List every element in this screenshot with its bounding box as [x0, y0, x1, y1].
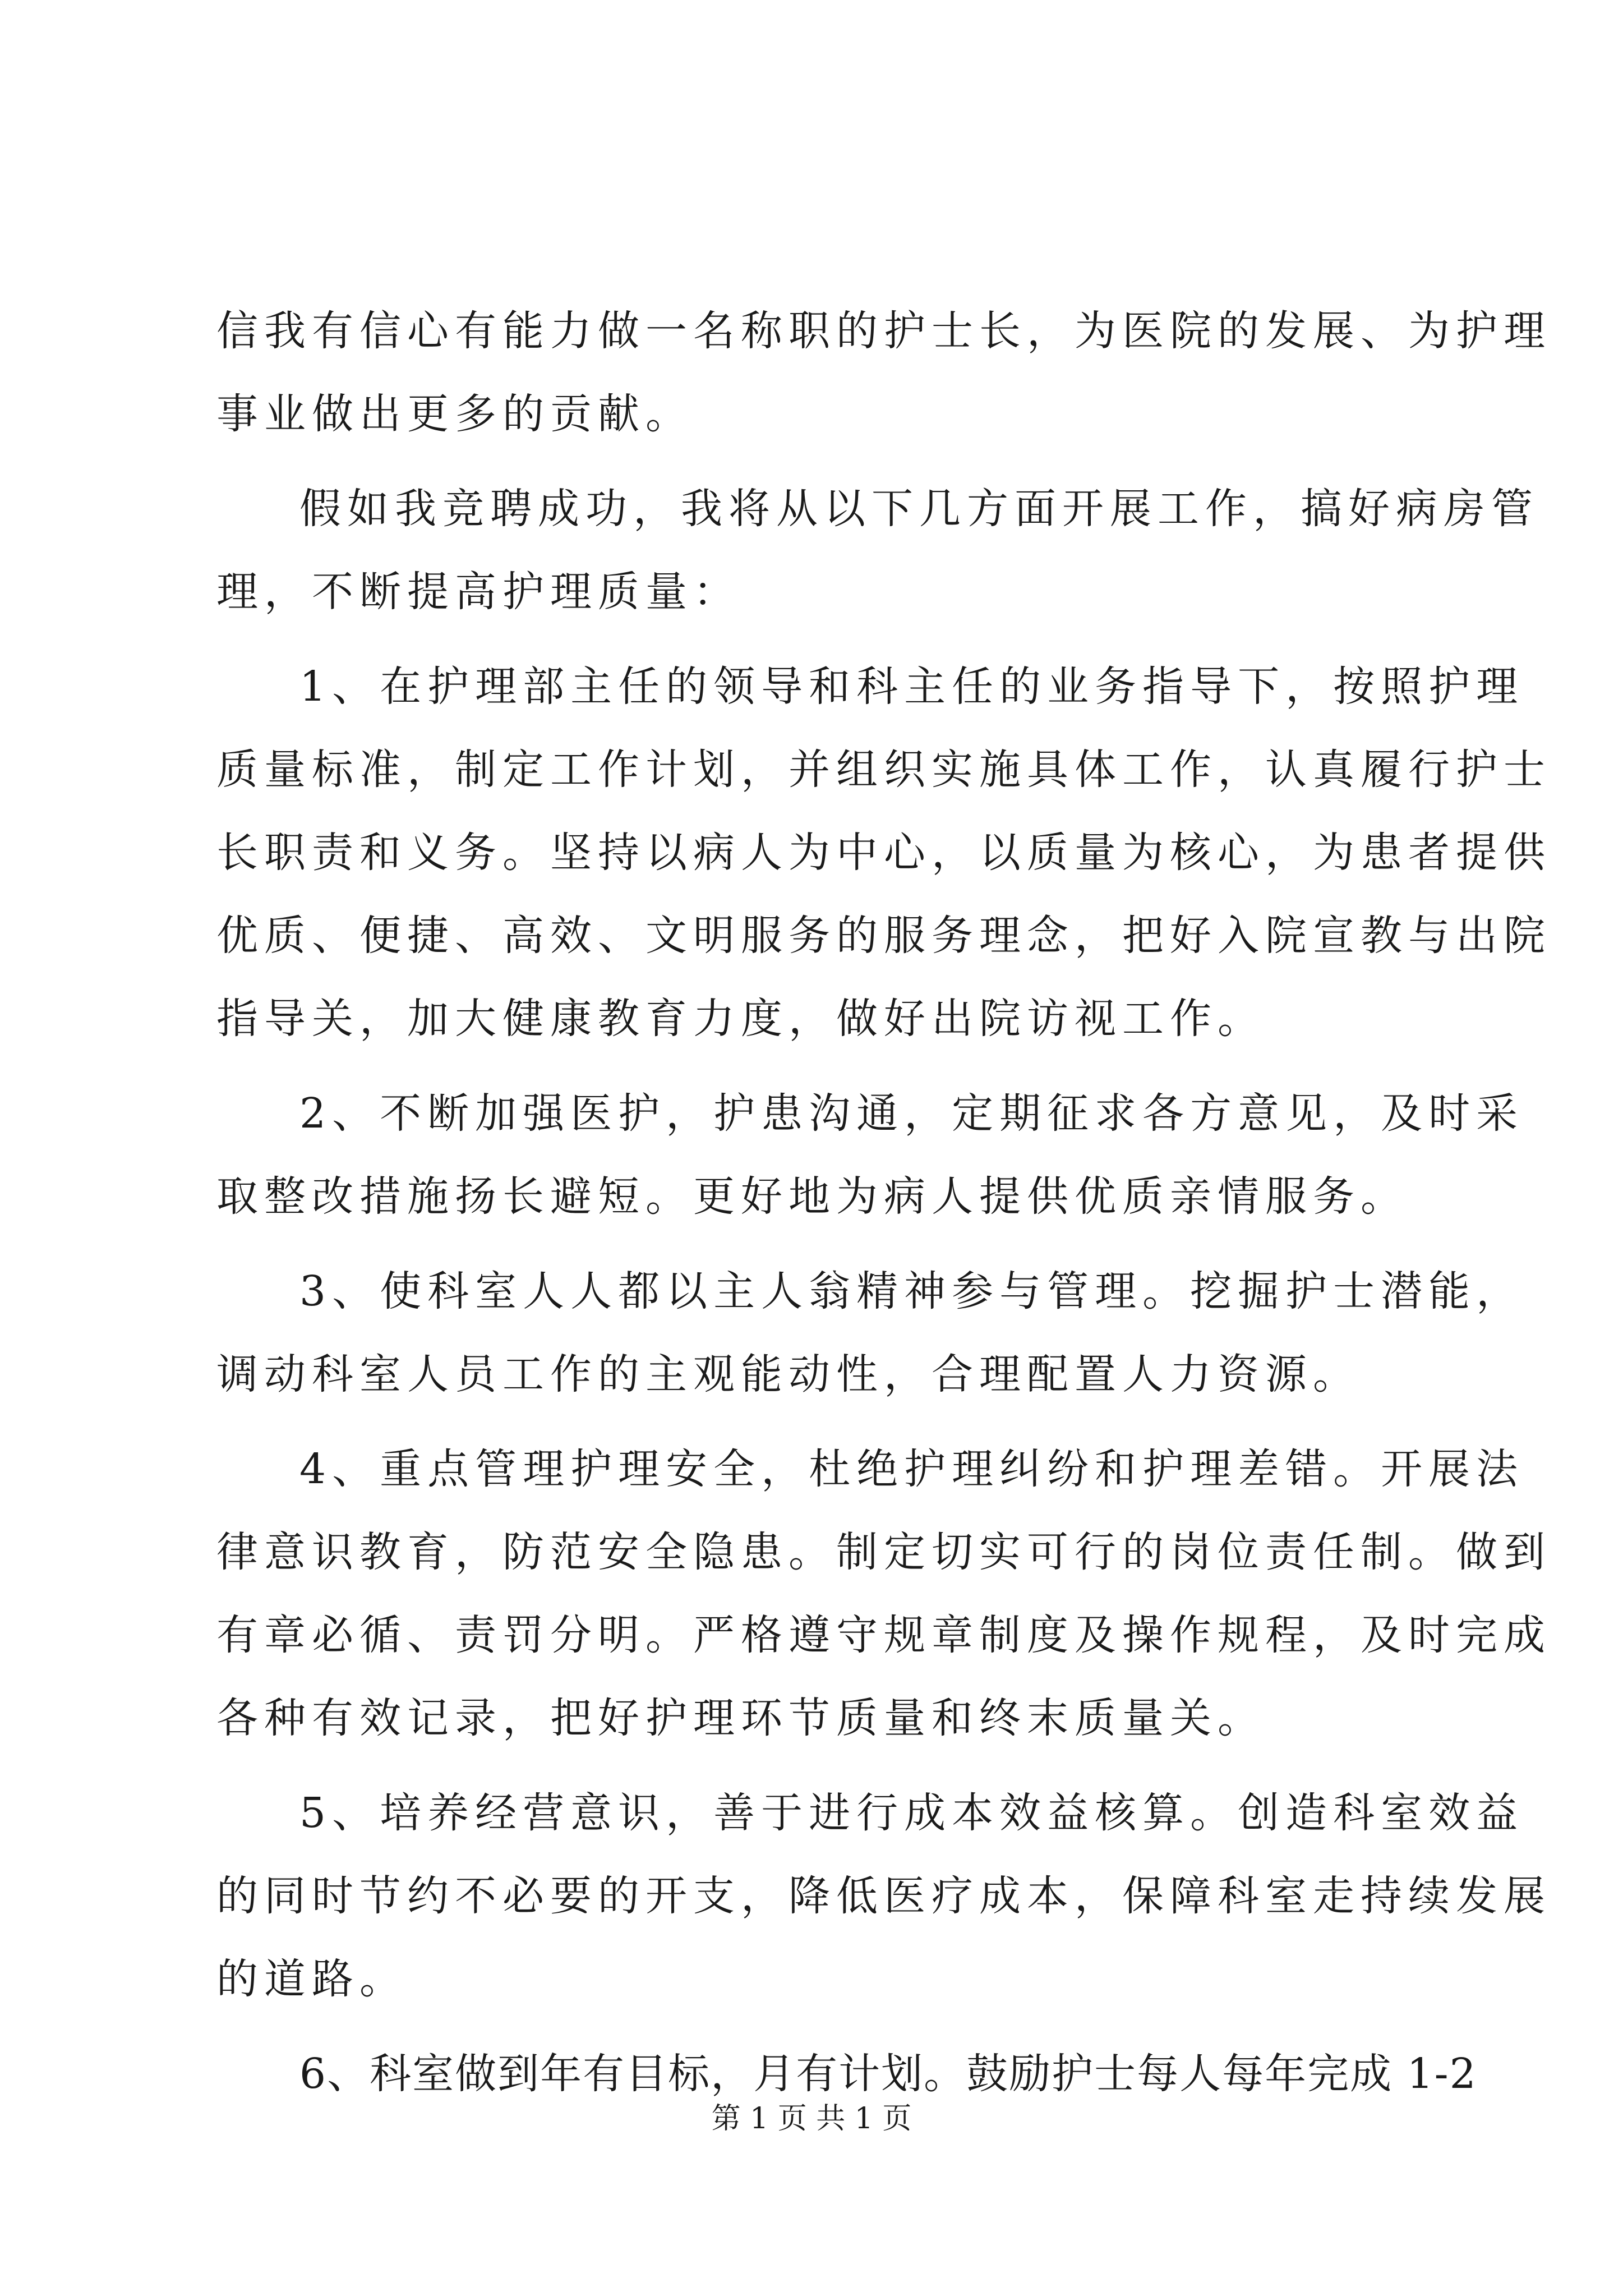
text-line: 各种有效记录，把好护理环节质量和终末质量关。: [216, 1694, 1265, 1742]
paragraph-first-line: 5、培养经营意识，善于进行成本效益核算。创造科室效益: [299, 1789, 1524, 1837]
text-line: 理，不断提高护理质量：: [216, 568, 741, 616]
text-line: 优质、便捷、高效、文明服务的服务理念，把好入院宣教与出院: [216, 912, 1551, 960]
text-line: 长职责和义务。坚持以病人为中心，以质量为核心，为患者提供: [216, 829, 1551, 877]
text-line: 指导关，加大健康教育力度，做好出院访视工作。: [216, 995, 1265, 1043]
paragraph-first-line: 1、在护理部主任的领导和科主任的业务指导下，按照护理: [299, 662, 1524, 711]
paragraph-first-line: 3、使科室人人都以主人翁精神参与管理。挖掘护士潜能，: [299, 1267, 1524, 1315]
text-line: 的道路。: [216, 1955, 407, 2003]
text-line: 事业做出更多的贡献。: [216, 390, 693, 438]
text-line: 律意识教育，防范安全隐患。制定切实可行的岗位责任制。做到: [216, 1528, 1551, 1576]
text-line: 有章必循、责罚分明。严格遵守规章制度及操作规程，及时完成: [216, 1611, 1551, 1659]
paragraph-first-line: 假如我竞聘成功，我将从以下几方面开展工作，搞好病房管: [299, 485, 1539, 533]
document-body: [216, 289, 1551, 2115]
paragraph-first-line: 4、重点管理护理安全，杜绝护理纠纷和护理差错。开展法: [299, 1445, 1524, 1493]
text-line: 信我有信心有能力做一名称职的护士长，为医院的发展、为护理: [216, 307, 1551, 355]
text-line: 取整改措施扬长避短。更好地为病人提供优质亲情服务。: [216, 1172, 1408, 1221]
page-footer: 第 1 页 共 1 页: [711, 2102, 912, 2136]
text-line: 调动科室人员工作的主观能动性，合理配置人力资源。: [216, 1350, 1361, 1398]
text-line: 的同时节约不必要的开支，降低医疗成本，保障科室走持续发展: [216, 1872, 1551, 1920]
paragraph-first-line: 2、不断加强医护，护患沟通，定期征求各方意见，及时采: [299, 1089, 1524, 1138]
text-line: 质量标准，制定工作计划，并组织实施具体工作，认真履行护士: [216, 746, 1551, 794]
paragraph-first-line: 6、科室做到年有目标，月有计划。鼓励护士每人每年完成 1-2: [299, 2050, 1477, 2098]
